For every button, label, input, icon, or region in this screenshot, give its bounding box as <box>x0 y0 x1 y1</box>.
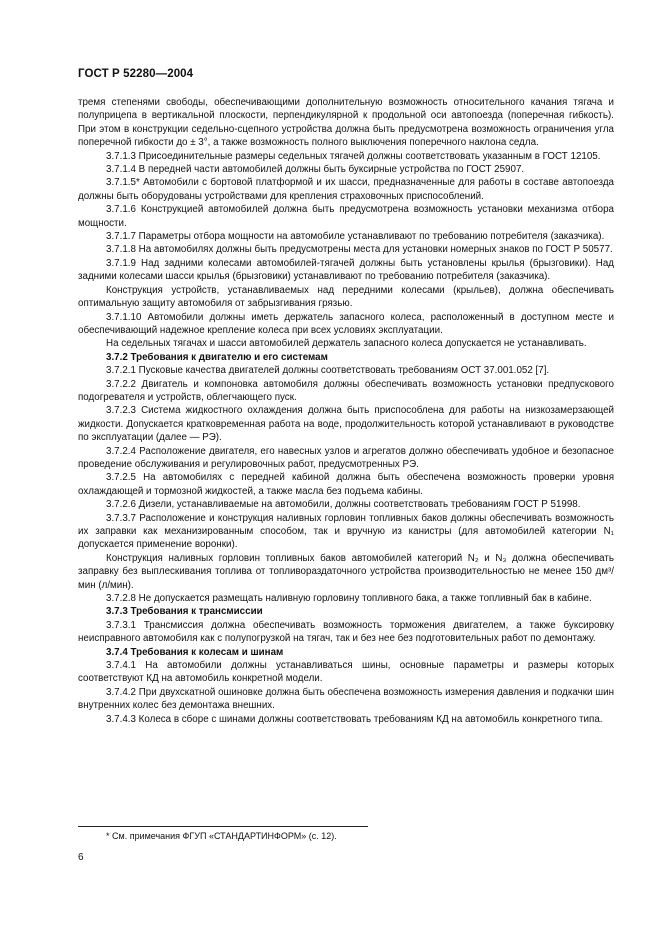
section-heading: 3.7.3 Требования к трансмиссии <box>106 606 263 618</box>
paragraph: 3.7.2.6 Дизели, устанавливаемые на автомобили, должны соответствовать требованиям ГОСТ Р 51998. <box>106 499 581 511</box>
footnote: * См. примечания ФГУП «СТАНДАРТИНФОРМ» (с. 12). <box>106 831 337 841</box>
paragraph: 3.7.2.2 Двигатель и компоновка автомобиля должны обеспечивать возможность установки предпускового подогревателя и устройств, облегчающего пуск. <box>78 378 614 403</box>
paragraph: 3.7.4.2 При двухскатной ошиновке должна быть обеспечена возможность измерения давления и подкачки шин внутренних колес без демонтажа внешних. <box>78 686 614 712</box>
paragraph: На седельных тягачах и шасси автомобилей держатель запасного колеса допускается не устанавливать. <box>106 338 587 350</box>
paragraph: тремя степенями свободы, обеспечивающими дополнительную возможность относительного качания тягача и полуприцепа в вертикальной плоскости, перпендикулярной к продольной оси автопоезда (поперечная гибкость). При этом в конструкции седельно-сцепного устройства должна быть предусмотрена возможность ограничения угла поперечной гибкости до ± 3°, а также возможность полного выключения поперечного наклона седла. <box>78 97 614 149</box>
paragraph: Конструкция устройств, устанавливаемых над передними колесами (крыльев), должна обеспечивать оптимальную защиту автомобиля от забрызгивания грязью. <box>78 284 614 310</box>
section-heading: 3.7.2 Требования к двигателю и его системам <box>106 351 328 363</box>
paragraph: 3.7.1.7 Параметры отбора мощности на автомобиле устанавливают по требованию потребителя (заказчика). <box>106 231 605 243</box>
paragraph: 3.7.1.3 Присоединительные размеры седельных тягачей должны соответствовать указанным в ГОСТ 12105. <box>106 150 601 162</box>
paragraph: 3.7.4.3 Колеса в сборе с шинами должны соответствовать требованиям КД на автомобиль конкретного типа. <box>106 713 603 725</box>
paragraph: 3.7.3.7 Расположение и конструкция наливных горловин топливных баков должны обеспечивать возможность их заправки как механизированным способом, так и вручную из канистры (для автомобилей категории N₁ допускается применение воронки). <box>78 512 614 551</box>
paragraph: 3.7.3.1 Трансмиссия должна обеспечивать возможность торможения двигателем, а также буксировку неисправного автомобиля как с полупогрузкой на тягач, так и без нее без подготовительных работ по демонтажу. <box>78 619 614 645</box>
document-body <box>78 96 614 726</box>
paragraph: 3.7.1.10 Автомобили должны иметь держатель запасного колеса, расположенный в доступном месте и обеспечивающий надежное крепление колеса при всех условиях эксплуатации. <box>78 311 614 336</box>
paragraph: 3.7.2.1 Пусковые качества двигателей должны соответствовать требованиям ОСТ 37.001.052 [7]. <box>106 365 550 377</box>
paragraph: 3.7.1.4 В передней части автомобилей должны быть буксирные устройства по ГОСТ 25907. <box>106 164 525 176</box>
paragraph: 3.7.1.8 На автомобилях должны быть предусмотрены места для установки номерных знаков по ГОСТ Р 50577. <box>106 244 613 256</box>
paragraph: 3.7.2.5 На автомобилях с передней кабиной должна быть обеспечена возможность проверки уровня охлаждающей и тормозной жидкостей, а также масла без подъема кабины. <box>78 472 614 497</box>
document-header: ГОСТ Р 52280—2004 <box>78 68 194 80</box>
paragraph: 3.7.1.5* Автомобили с бортовой платформой и их шасси, предназначенные для работы в составе автопоезда должны быть оборудованы устройствами для крепления страховочных приспособлений. <box>78 177 614 202</box>
paragraph: Конструкция наливных горловин топливных баков автомобилей категорий N₂ и N₃ должна обеспечивать заправку без выплескивания топлива от топливораздаточного устройства производительностью не менее 150 дм³/мин (л/мин). <box>78 552 614 591</box>
section-heading: 3.7.4 Требования к колесам и шинам <box>106 646 284 658</box>
paragraph: 3.7.2.3 Система жидкостного охлаждения должна быть приспособлена для работы на низкозамерзающей жидкости. Допускается кратковременная работа на воде, продолжительность которой устанавливают в руководстве по эксплуатации (далее — РЭ). <box>78 405 614 444</box>
footnote-separator <box>78 826 368 827</box>
page-number: 6 <box>78 852 84 863</box>
paragraph: 3.7.4.1 На автомобили должны устанавливаться шины, основные параметры и размеры которых соответствуют КД на автомобиль конкретной модели. <box>78 660 614 685</box>
paragraph: 3.7.1.9 Над задними колесами автомобилей-тягачей должны быть установлены крылья (брызговики). Над задними колесами шасси крылья (брызговики) устанавливают по требованию потребителя (заказчика). <box>78 257 614 283</box>
paragraph: 3.7.1.6 Конструкцией автомобилей должна быть предусмотрена возможность установки механизма отбора мощности. <box>78 204 614 229</box>
paragraph: 3.7.2.4 Расположение двигателя, его навесных узлов и агрегатов должно обеспечивать удобное и безопасное проведение обслуживания и регулировочных работ, предусмотренных РЭ. <box>78 445 614 470</box>
paragraph: 3.7.2.8 Не допускается размещать наливную горловину топливного бака, а также топливный бак в кабине. <box>106 593 592 605</box>
